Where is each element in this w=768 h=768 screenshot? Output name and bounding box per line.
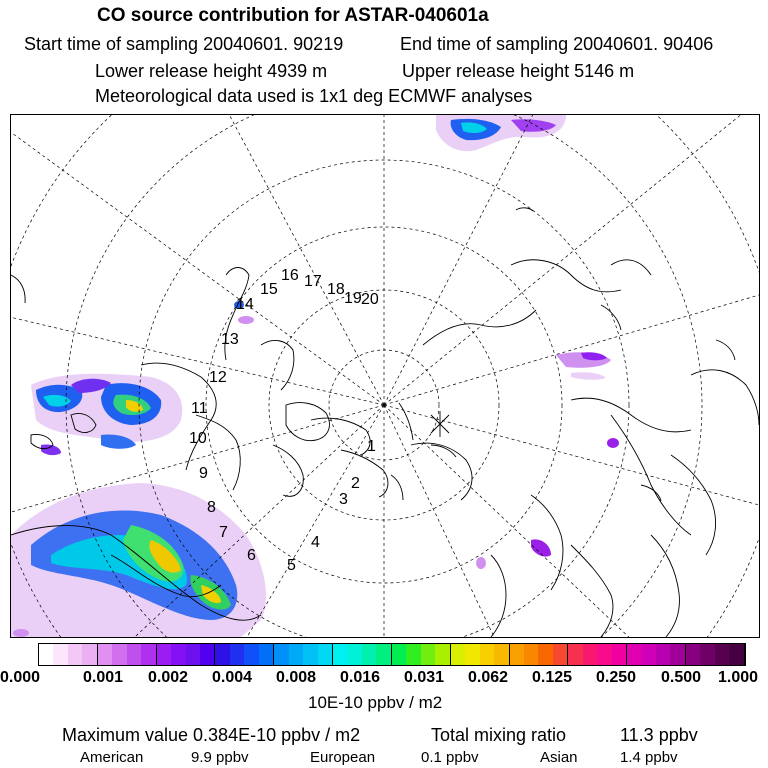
colorbar-segment: [39, 644, 53, 665]
trajectory-label: 8: [207, 499, 216, 516]
trajectory-label: 4: [311, 534, 320, 551]
colorbar-tick-label: 1.000: [717, 669, 759, 686]
colorbar-tick-label: 0.004: [211, 669, 253, 686]
trajectory-label: 13: [221, 331, 239, 348]
colorbar-segment: [406, 644, 420, 665]
maximum-value-label: Maximum value 0.384E-10 ppbv / m2: [62, 725, 361, 745]
colorbar-tick-label: 0.062: [467, 669, 509, 686]
trajectory-label: 19: [344, 290, 362, 307]
colorbar-segment: [215, 644, 229, 665]
trajectory-label: 11: [191, 400, 208, 417]
lower-release-label: Lower release height 4939 m: [95, 61, 328, 81]
colorbar-tick-label: 0.500: [660, 669, 702, 686]
colorbar-segment: [583, 644, 597, 665]
colorbar-segment: [157, 644, 171, 665]
colorbar-segment: [274, 644, 288, 665]
colorbar-segment: [612, 644, 627, 665]
colorbar-segment: [98, 644, 112, 665]
colorbar-segment: [642, 644, 656, 665]
colorbar-segment: [186, 644, 200, 665]
colorbar-segment: [171, 644, 185, 665]
colorbar-segment: [348, 644, 362, 665]
colorbar-segment: [451, 644, 465, 665]
colorbar-segment: [465, 644, 479, 665]
colorbar-tick-label: 0.250: [595, 669, 637, 686]
colorbar-segment: [112, 644, 126, 665]
asian-label: Asian: [540, 749, 578, 766]
european-value: 0.1 ppbv: [421, 749, 479, 766]
colorbar-segment: [729, 644, 744, 665]
start-time-label: Start time of sampling 20040601. 90219: [24, 34, 344, 54]
colorbar-segment: [333, 644, 347, 665]
colorbar-segment: [362, 644, 376, 665]
colorbar-tick-label: 0.002: [147, 669, 189, 686]
colorbar-segment: [480, 644, 494, 665]
colorbar-segment: [538, 644, 552, 665]
colorbar-segment: [392, 644, 406, 665]
colorbar-segment: [553, 644, 568, 665]
colorbar-tick-label: 0.016: [339, 669, 381, 686]
trajectory-label: 14: [236, 296, 254, 313]
colorbar-segment: [259, 644, 274, 665]
colorbar-segment: [494, 644, 509, 665]
colorbar-tick-label: 0.031: [403, 669, 445, 686]
colorbar-segment: [200, 644, 215, 665]
colorbar: [38, 643, 746, 666]
colorbar-segment: [230, 644, 244, 665]
colorbar-tick-label: 0.008: [275, 669, 317, 686]
trajectory-label: 9: [199, 465, 208, 482]
colorbar-segment: [524, 644, 538, 665]
trajectory-label: 20: [361, 291, 379, 308]
trajectory-label: 1: [367, 438, 376, 455]
colorbar-segment: [597, 644, 611, 665]
upper-release-label: Upper release height 5146 m: [402, 61, 635, 81]
colorbar-unit-label: 10E-10 ppbv / m2: [308, 693, 443, 712]
trajectory-label: 2: [351, 475, 360, 492]
colorbar-segment: [686, 644, 700, 665]
trajectory-label: 3: [339, 491, 348, 508]
total-mixing-ratio-label: Total mixing ratio: [431, 725, 567, 745]
colorbar-segment: [303, 644, 317, 665]
trajectory-labels: [11, 115, 759, 637]
trajectory-label: 12: [209, 369, 227, 386]
colorbar-tick-label: 0.000: [0, 669, 41, 686]
colorbar-segment: [700, 644, 714, 665]
colorbar-segment: [421, 644, 435, 665]
colorbar-segment: [244, 644, 258, 665]
colorbar-segment: [53, 644, 67, 665]
colorbar-segment: [82, 644, 97, 665]
trajectory-label: 17: [304, 273, 322, 290]
total-mixing-ratio-value: 11.3 ppbv: [620, 725, 698, 745]
trajectory-label: 15: [260, 281, 278, 298]
colorbar-segment: [318, 644, 333, 665]
trajectory-label: 5: [287, 557, 296, 574]
colorbar-segment: [141, 644, 156, 665]
colorbar-segment: [627, 644, 641, 665]
trajectory-label: 18: [327, 281, 345, 298]
colorbar-segment: [376, 644, 391, 665]
trajectory-label: 6: [247, 547, 256, 564]
colorbar-segment: [670, 644, 685, 665]
colorbar-tick-label: 0.001: [82, 669, 124, 686]
colorbar-segment: [510, 644, 524, 665]
polar-map: [10, 114, 760, 638]
colorbar-tick-label: 0.125: [531, 669, 573, 686]
european-label: European: [310, 749, 376, 766]
colorbar-segment: [715, 644, 729, 665]
colorbar-segment: [127, 644, 141, 665]
end-time-label: End time of sampling 20040601. 90406: [400, 34, 714, 54]
colorbar-segment: [68, 644, 82, 665]
colorbar-segment: [656, 644, 670, 665]
trajectory-label: 16: [281, 267, 299, 284]
plot-title: CO source contribution for ASTAR-040601a: [97, 5, 489, 26]
colorbar-segment: [568, 644, 582, 665]
colorbar-segment: [289, 644, 303, 665]
meteorological-data-label: Meteorological data used is 1x1 deg ECMWF analyses: [95, 86, 533, 106]
trajectory-label: 7: [219, 524, 228, 541]
american-value: 9.9 ppbv: [191, 749, 249, 766]
colorbar-segment: [435, 644, 450, 665]
american-label: American: [80, 749, 144, 766]
asian-value: 1.4 ppbv: [620, 749, 678, 766]
trajectory-label: 10: [189, 430, 207, 447]
